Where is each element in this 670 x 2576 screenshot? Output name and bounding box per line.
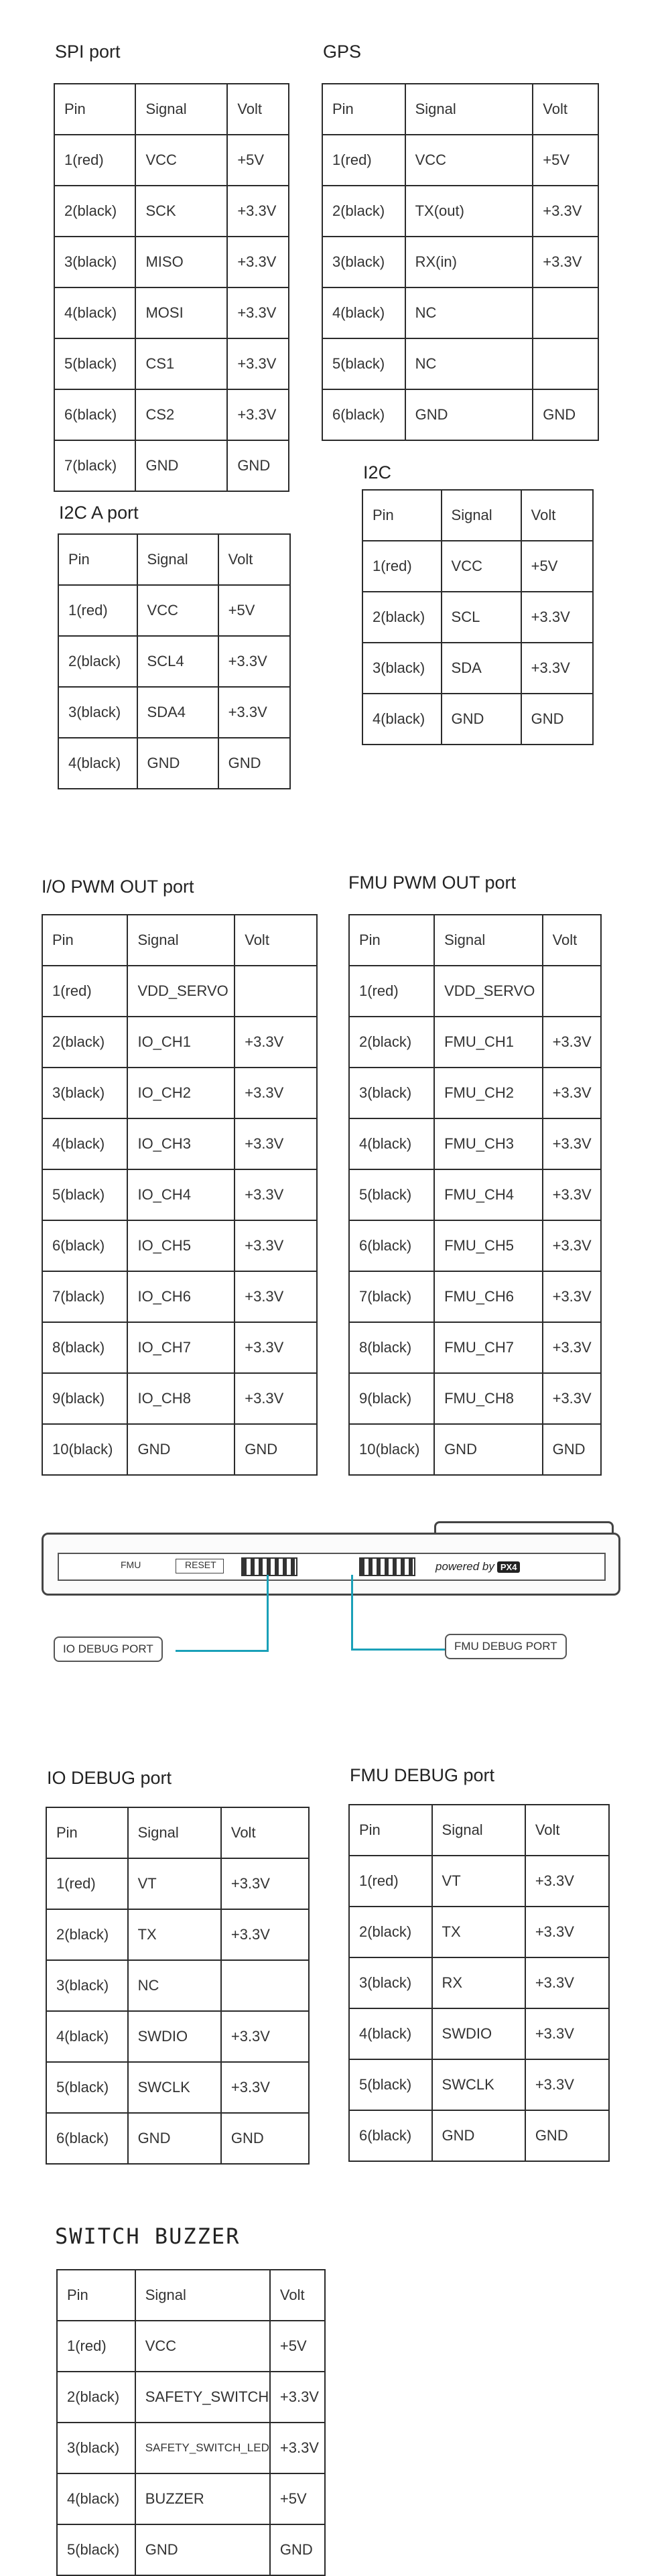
- column-header: Volt: [218, 534, 290, 585]
- spi-port-title: SPI port: [55, 42, 121, 62]
- pin-cell: 10(black): [349, 1424, 434, 1475]
- table-row: [57, 2372, 325, 2423]
- column-header: Signal: [135, 84, 227, 135]
- pin-cell: 7(black): [349, 1271, 434, 1322]
- i2c-title: I2C: [363, 462, 392, 482]
- signal-cell: SAFETY_SWITCH: [135, 2372, 270, 2423]
- table-row: [42, 1118, 317, 1169]
- volt-cell: +3.3V: [218, 636, 290, 687]
- volt-cell: +3.3V: [234, 1322, 317, 1373]
- table-row: [362, 694, 593, 745]
- signal-cell: VDD_SERVO: [434, 966, 543, 1017]
- volt-cell: [533, 287, 598, 338]
- volt-cell: +3.3V: [543, 1220, 601, 1271]
- table-row: [322, 135, 598, 186]
- volt-cell: +3.3V: [227, 287, 289, 338]
- pin-cell: 3(black): [42, 1068, 127, 1118]
- volt-cell: +3.3V: [234, 1118, 317, 1169]
- pin-cell: 3(black): [349, 1068, 434, 1118]
- signal-cell: IO_CH8: [127, 1373, 234, 1424]
- signal-cell: SWCLK: [128, 2062, 221, 2113]
- table-row: [349, 966, 601, 1017]
- table-row: [42, 1424, 317, 1475]
- volt-cell: GND: [533, 389, 598, 440]
- fmu-pwm-out-port-title: FMU PWM OUT port: [348, 873, 517, 893]
- signal-cell: SDA4: [137, 687, 218, 738]
- table-row: [58, 687, 290, 738]
- volt-cell: +3.3V: [234, 1271, 317, 1322]
- pin-cell: 6(black): [46, 2113, 128, 2164]
- volt-cell: +3.3V: [543, 1068, 601, 1118]
- fmu-label: FMU: [121, 1559, 141, 1570]
- pin-cell: 3(black): [58, 687, 137, 738]
- gps-table: [322, 83, 599, 441]
- signal-cell: MOSI: [135, 287, 227, 338]
- signal-cell: TX: [128, 1909, 221, 1960]
- volt-cell: +5V: [521, 541, 593, 592]
- table-row: [54, 186, 289, 237]
- pin-cell: 6(black): [322, 389, 405, 440]
- i2c-a-port-table: [58, 533, 291, 789]
- table-row: [322, 389, 598, 440]
- table-row: [46, 1960, 309, 2011]
- column-header: Signal: [432, 1805, 525, 1856]
- px4-logo: powered by PX4: [436, 1560, 520, 1573]
- pin-cell: 5(black): [322, 338, 405, 389]
- column-header: Volt: [270, 2270, 325, 2321]
- table-row: [42, 1017, 317, 1068]
- pin-cell: 7(black): [42, 1271, 127, 1322]
- column-header: Pin: [349, 1805, 432, 1856]
- column-header: Signal: [128, 1807, 221, 1858]
- pin-cell: 3(black): [46, 1960, 128, 2011]
- pin-cell: 2(black): [349, 1017, 434, 1068]
- column-header: Signal: [135, 2270, 270, 2321]
- table-row: [349, 1856, 609, 1907]
- table-header-row: [349, 1805, 609, 1856]
- switch-buzzer-title: SWITCH BUZZER: [55, 2224, 241, 2249]
- io-debug-connector: [241, 1557, 297, 1576]
- volt-cell: +3.3V: [521, 643, 593, 694]
- pin-cell: 4(black): [57, 2473, 135, 2524]
- table-row: [42, 1271, 317, 1322]
- column-header: Volt: [543, 915, 601, 966]
- volt-cell: GND: [525, 2110, 609, 2161]
- gps-title: GPS: [323, 42, 362, 62]
- signal-cell: SCK: [135, 186, 227, 237]
- pin-cell: 2(black): [42, 1017, 127, 1068]
- volt-cell: [533, 338, 598, 389]
- table-row: [54, 237, 289, 287]
- volt-cell: +3.3V: [221, 2011, 309, 2062]
- table-row: [322, 338, 598, 389]
- signal-cell: VDD_SERVO: [127, 966, 234, 1017]
- volt-cell: +3.3V: [525, 2059, 609, 2110]
- volt-cell: +3.3V: [543, 1017, 601, 1068]
- signal-cell: BUZZER: [135, 2473, 270, 2524]
- fmu-debug-port-callout: FMU DEBUG PORT: [445, 1634, 567, 1659]
- pin-cell: 3(black): [57, 2423, 135, 2473]
- pin-cell: 5(black): [57, 2524, 135, 2575]
- table-row: [46, 2011, 309, 2062]
- table-row: [57, 2473, 325, 2524]
- table-row: [54, 440, 289, 491]
- signal-cell: TX: [432, 1907, 525, 1957]
- table-row: [349, 1169, 601, 1220]
- volt-cell: +3.3V: [525, 1957, 609, 2008]
- signal-cell: FMU_CH4: [434, 1169, 543, 1220]
- signal-cell: GND: [434, 1424, 543, 1475]
- volt-cell: +3.3V: [234, 1017, 317, 1068]
- pin-cell: 1(red): [58, 585, 137, 636]
- table-row: [54, 338, 289, 389]
- volt-cell: +3.3V: [227, 237, 289, 287]
- pin-cell: 4(black): [42, 1118, 127, 1169]
- volt-cell: +3.3V: [234, 1373, 317, 1424]
- table-row: [57, 2423, 325, 2473]
- io-debug-port-table: [46, 1807, 310, 2165]
- signal-cell: GND: [405, 389, 533, 440]
- column-header: Pin: [57, 2270, 135, 2321]
- table-row: [42, 1322, 317, 1373]
- volt-cell: +3.3V: [543, 1373, 601, 1424]
- column-header: Signal: [442, 490, 521, 541]
- signal-cell: FMU_CH7: [434, 1322, 543, 1373]
- signal-cell: GND: [127, 1424, 234, 1475]
- column-header: Pin: [46, 1807, 128, 1858]
- volt-cell: +3.3V: [270, 2372, 325, 2423]
- column-header: Volt: [221, 1807, 309, 1858]
- table-row: [58, 585, 290, 636]
- table-row: [349, 1957, 609, 2008]
- signal-cell: VT: [128, 1858, 221, 1909]
- table-row: [58, 636, 290, 687]
- signal-cell: SWDIO: [128, 2011, 221, 2062]
- table-row: [46, 1858, 309, 1909]
- signal-cell: IO_CH3: [127, 1118, 234, 1169]
- column-header: Signal: [127, 915, 234, 966]
- volt-cell: GND: [270, 2524, 325, 2575]
- pin-cell: 1(red): [362, 541, 442, 592]
- table-row: [46, 2062, 309, 2113]
- table-header-row: [54, 84, 289, 135]
- table-row: [349, 1322, 601, 1373]
- volt-cell: +3.3V: [525, 2008, 609, 2059]
- pin-cell: 5(black): [349, 1169, 434, 1220]
- pin-cell: 8(black): [349, 1322, 434, 1373]
- signal-cell: RX(in): [405, 237, 533, 287]
- signal-cell: IO_CH6: [127, 1271, 234, 1322]
- i2c-table: [362, 489, 594, 745]
- fmu-debug-port-title: FMU DEBUG port: [350, 1765, 495, 1785]
- signal-cell: VCC: [137, 585, 218, 636]
- table-header-row: [42, 915, 317, 966]
- reset-button-label: RESET: [185, 1559, 216, 1570]
- pin-cell: 7(black): [54, 440, 135, 491]
- volt-cell: +5V: [227, 135, 289, 186]
- signal-cell: FMU_CH2: [434, 1068, 543, 1118]
- signal-cell: VT: [432, 1856, 525, 1907]
- volt-cell: +3.3V: [234, 1220, 317, 1271]
- pin-cell: 1(red): [322, 135, 405, 186]
- signal-cell: GND: [137, 738, 218, 789]
- column-header: Pin: [42, 915, 127, 966]
- signal-cell: CS1: [135, 338, 227, 389]
- pin-cell: 3(black): [322, 237, 405, 287]
- volt-cell: +3.3V: [234, 1068, 317, 1118]
- pin-cell: 2(black): [349, 1907, 432, 1957]
- table-row: [349, 1271, 601, 1322]
- table-row: [54, 389, 289, 440]
- volt-cell: GND: [218, 738, 290, 789]
- pin-cell: 4(black): [54, 287, 135, 338]
- pin-cell: 10(black): [42, 1424, 127, 1475]
- table-row: [42, 1169, 317, 1220]
- signal-cell: GND: [135, 2524, 270, 2575]
- signal-cell: NC: [405, 338, 533, 389]
- io-pwm-out-port-table: [42, 914, 318, 1476]
- pin-cell: 1(red): [349, 966, 434, 1017]
- pin-cell: 2(black): [362, 592, 442, 643]
- column-header: Volt: [227, 84, 289, 135]
- signal-cell: FMU_CH6: [434, 1271, 543, 1322]
- column-header: Pin: [362, 490, 442, 541]
- volt-cell: GND: [221, 2113, 309, 2164]
- signal-cell: IO_CH2: [127, 1068, 234, 1118]
- table-header-row: [362, 490, 593, 541]
- table-header-row: [46, 1807, 309, 1858]
- table-row: [362, 592, 593, 643]
- column-header: Pin: [322, 84, 405, 135]
- io-debug-leader-vertical: [267, 1575, 269, 1651]
- signal-cell: GND: [432, 2110, 525, 2161]
- signal-cell: RX: [432, 1957, 525, 2008]
- pin-cell: 3(black): [349, 1957, 432, 2008]
- volt-cell: [234, 966, 317, 1017]
- table-row: [46, 1909, 309, 1960]
- io-debug-leader-horizontal: [176, 1650, 269, 1652]
- table-row: [349, 2008, 609, 2059]
- volt-cell: +3.3V: [221, 2062, 309, 2113]
- volt-cell: +3.3V: [543, 1322, 601, 1373]
- volt-cell: +3.3V: [227, 338, 289, 389]
- table-row: [42, 1220, 317, 1271]
- volt-cell: +3.3V: [543, 1169, 601, 1220]
- volt-cell: GND: [543, 1424, 601, 1475]
- volt-cell: GND: [234, 1424, 317, 1475]
- volt-cell: +3.3V: [533, 186, 598, 237]
- table-row: [349, 1068, 601, 1118]
- column-header: Volt: [533, 84, 598, 135]
- table-row: [362, 643, 593, 694]
- signal-cell: VCC: [442, 541, 521, 592]
- fmu-debug-connector: [359, 1557, 415, 1576]
- signal-cell: NC: [128, 1960, 221, 2011]
- table-row: [54, 135, 289, 186]
- io-pwm-out-port-title: I/O PWM OUT port: [42, 877, 194, 897]
- volt-cell: +5V: [218, 585, 290, 636]
- volt-cell: +3.3V: [525, 1856, 609, 1907]
- signal-cell: FMU_CH3: [434, 1118, 543, 1169]
- table-row: [46, 2113, 309, 2164]
- i2c-a-port-title: I2C A port: [59, 503, 139, 523]
- volt-cell: +3.3V: [525, 1907, 609, 1957]
- signal-cell: SCL: [442, 592, 521, 643]
- pin-cell: 9(black): [42, 1373, 127, 1424]
- pin-cell: 1(red): [42, 966, 127, 1017]
- signal-cell: GND: [135, 440, 227, 491]
- volt-cell: [221, 1960, 309, 2011]
- table-row: [42, 1068, 317, 1118]
- volt-cell: +3.3V: [218, 687, 290, 738]
- pin-cell: 3(black): [362, 643, 442, 694]
- table-row: [322, 237, 598, 287]
- pin-cell: 2(black): [322, 186, 405, 237]
- table-row: [362, 541, 593, 592]
- volt-cell: GND: [521, 694, 593, 745]
- column-header: Pin: [349, 915, 434, 966]
- column-header: Signal: [405, 84, 533, 135]
- table-row: [349, 1118, 601, 1169]
- pin-cell: 9(black): [349, 1373, 434, 1424]
- pin-cell: 4(black): [349, 1118, 434, 1169]
- table-row: [349, 1424, 601, 1475]
- signal-cell: IO_CH4: [127, 1169, 234, 1220]
- volt-cell: +3.3V: [543, 1271, 601, 1322]
- volt-cell: +5V: [533, 135, 598, 186]
- io-debug-port-callout: IO DEBUG PORT: [54, 1636, 163, 1662]
- signal-cell: FMU_CH8: [434, 1373, 543, 1424]
- table-row: [349, 1220, 601, 1271]
- reset-button[interactable]: [176, 1559, 224, 1573]
- pin-cell: 4(black): [362, 694, 442, 745]
- column-header: Signal: [137, 534, 218, 585]
- signal-cell: TX(out): [405, 186, 533, 237]
- table-header-row: [58, 534, 290, 585]
- volt-cell: +3.3V: [227, 186, 289, 237]
- pin-cell: 2(black): [58, 636, 137, 687]
- signal-cell: CS2: [135, 389, 227, 440]
- fmu-pwm-out-port-table: [348, 914, 602, 1476]
- pin-cell: 4(black): [46, 2011, 128, 2062]
- table-row: [42, 1373, 317, 1424]
- signal-cell: SDA: [442, 643, 521, 694]
- signal-cell: GND: [442, 694, 521, 745]
- volt-cell: +3.3V: [221, 1858, 309, 1909]
- table-row: [57, 2321, 325, 2372]
- pin-cell: 3(black): [54, 237, 135, 287]
- pin-cell: 1(red): [349, 1856, 432, 1907]
- signal-cell: VCC: [405, 135, 533, 186]
- column-header: Volt: [234, 915, 317, 966]
- signal-cell: VCC: [135, 135, 227, 186]
- pin-cell: 1(red): [46, 1858, 128, 1909]
- io-debug-port-title: IO DEBUG port: [47, 1768, 172, 1788]
- table-row: [349, 2059, 609, 2110]
- fmu-debug-leader-vertical: [351, 1575, 353, 1650]
- signal-cell: SCL4: [137, 636, 218, 687]
- pin-cell: 5(black): [349, 2059, 432, 2110]
- signal-cell: FMU_CH5: [434, 1220, 543, 1271]
- volt-cell: +5V: [270, 2473, 325, 2524]
- pin-cell: 4(black): [58, 738, 137, 789]
- pin-cell: 1(red): [57, 2321, 135, 2372]
- column-header: Volt: [521, 490, 593, 541]
- spi-port-table: [54, 83, 289, 492]
- table-row: [322, 287, 598, 338]
- pin-cell: 6(black): [42, 1220, 127, 1271]
- table-header-row: [57, 2270, 325, 2321]
- table-row: [349, 2110, 609, 2161]
- volt-cell: +3.3V: [221, 1909, 309, 1960]
- column-header: Pin: [54, 84, 135, 135]
- volt-cell: GND: [227, 440, 289, 491]
- column-header: Volt: [525, 1805, 609, 1856]
- pin-cell: 6(black): [349, 1220, 434, 1271]
- volt-cell: +3.3V: [543, 1118, 601, 1169]
- signal-cell: SWCLK: [432, 2059, 525, 2110]
- table-row: [349, 1907, 609, 1957]
- table-row: [349, 1017, 601, 1068]
- table-header-row: [322, 84, 598, 135]
- column-header: Signal: [434, 915, 543, 966]
- volt-cell: +3.3V: [521, 592, 593, 643]
- fmu-debug-leader-horizontal: [351, 1649, 445, 1651]
- pin-cell: 6(black): [349, 2110, 432, 2161]
- table-row: [349, 1373, 601, 1424]
- signal-cell: NC: [405, 287, 533, 338]
- pin-cell: 5(black): [54, 338, 135, 389]
- table-row: [57, 2524, 325, 2575]
- fmu-debug-port-table: [348, 1804, 610, 2162]
- table-row: [54, 287, 289, 338]
- volt-cell: [543, 966, 601, 1017]
- table-row: [42, 966, 317, 1017]
- volt-cell: +3.3V: [227, 389, 289, 440]
- pin-cell: 6(black): [54, 389, 135, 440]
- volt-cell: +3.3V: [533, 237, 598, 287]
- switch-buzzer-table: [56, 2269, 326, 2576]
- pin-cell: 2(black): [57, 2372, 135, 2423]
- pin-cell: 4(black): [322, 287, 405, 338]
- pin-cell: 2(black): [54, 186, 135, 237]
- pin-cell: 4(black): [349, 2008, 432, 2059]
- column-header: Pin: [58, 534, 137, 585]
- signal-cell: IO_CH5: [127, 1220, 234, 1271]
- pin-cell: 1(red): [54, 135, 135, 186]
- signal-cell: IO_CH7: [127, 1322, 234, 1373]
- signal-cell: GND: [128, 2113, 221, 2164]
- signal-cell: SAFETY_SWITCH_LED: [135, 2423, 270, 2473]
- pin-cell: 2(black): [46, 1909, 128, 1960]
- volt-cell: +3.3V: [234, 1169, 317, 1220]
- signal-cell: IO_CH1: [127, 1017, 234, 1068]
- table-row: [58, 738, 290, 789]
- signal-cell: SWDIO: [432, 2008, 525, 2059]
- volt-cell: +5V: [270, 2321, 325, 2372]
- signal-cell: MISO: [135, 237, 227, 287]
- pin-cell: 5(black): [42, 1169, 127, 1220]
- pin-cell: 8(black): [42, 1322, 127, 1373]
- signal-cell: VCC: [135, 2321, 270, 2372]
- volt-cell: +3.3V: [270, 2423, 325, 2473]
- signal-cell: FMU_CH1: [434, 1017, 543, 1068]
- pin-cell: 5(black): [46, 2062, 128, 2113]
- table-header-row: [349, 915, 601, 966]
- table-row: [322, 186, 598, 237]
